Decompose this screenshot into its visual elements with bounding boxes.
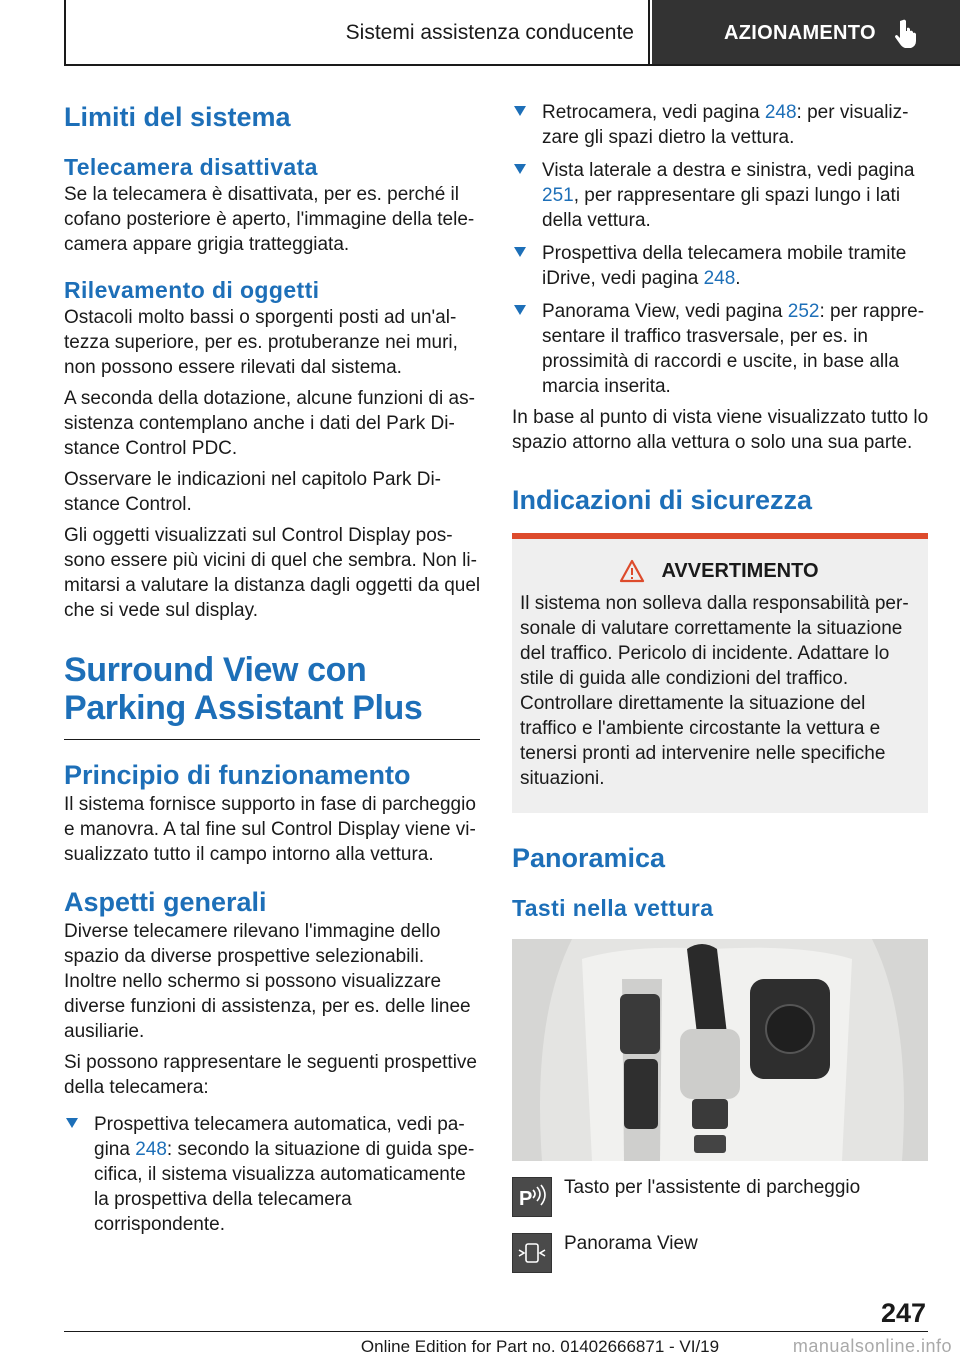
warning-box <box>512 539 928 813</box>
hand-touch-icon <box>894 18 920 48</box>
header-chapter-tab <box>652 0 960 66</box>
section-title-text: Sistemi assistenza conducente <box>345 21 634 44</box>
right-column <box>512 100 930 1273</box>
panorama-view-key-row <box>512 1233 930 1273</box>
page-link[interactable]: 251 <box>542 185 574 206</box>
page-link[interactable]: 248 <box>764 102 797 123</box>
parking-assistant-button-icon <box>512 1177 552 1217</box>
detection-heading: Rilevamento di oggetti <box>64 277 320 303</box>
bullet-triangle-icon <box>514 164 526 174</box>
safety-heading: Indicazioni di sicurezza <box>512 485 813 515</box>
center-console-illustration <box>512 939 928 1161</box>
page-link[interactable]: 248 <box>135 1139 167 1160</box>
camera-views-list <box>64 1112 482 1237</box>
warning-text: Il sistema non solleva dalla responsabilità personale di valutare correttamente la situazione del traffico. Pericolo di incidente. Adattare lo stile di guida alle condizioni del traffico. Controllare direttamente la situazione del traffico e l'ambiente circostante la vettura e tenersi pronti ad intervenire nelle specifiche situazioni. <box>520 593 909 789</box>
panorama-heading: Panoramica <box>512 843 666 873</box>
buttons-heading: Tasti nella vettura <box>512 895 714 921</box>
chapter-title-text: AZIONAMENTO <box>724 21 876 44</box>
bullet-triangle-icon <box>66 1118 78 1128</box>
bullet-triangle-icon <box>514 247 526 257</box>
warning-triangle-icon <box>619 559 645 583</box>
camera-views-list-continued <box>512 100 930 399</box>
general-heading: Aspetti generali <box>64 887 267 917</box>
detection-paragraph-4: Gli oggetti visualizzati sul Control Display possono essere più vicini di quel che sembra. Non limitarsi a valutare la distanza dagli oggetti da quel che si vede sul display. <box>64 525 481 621</box>
detection-paragraph-2: A seconda della dotazione, alcune funzioni di assistenza contemplano anche i dati del Park Distance Control PDC. <box>64 388 475 459</box>
list-item: Panorama View, vedi pagina 252: per rappresentare il traffico trasversale, per es. in prossimità di raccordi e uscite, in base alla marcia inserita. <box>512 299 930 399</box>
footer-rule <box>64 1331 928 1332</box>
camera-off-heading: Telecamera disattivata <box>64 154 318 180</box>
section-rule <box>64 739 480 740</box>
center-console-photo <box>512 939 928 1161</box>
bullet-triangle-icon <box>514 106 526 116</box>
bullet-triangle-icon <box>514 305 526 315</box>
main-section-heading: Surround View con Parking Assistant Plus <box>64 651 423 727</box>
svg-text:P: P <box>519 1188 533 1210</box>
watermark-text: manualsonline.info <box>792 1336 952 1356</box>
list-item: Prospettiva della telecamera mobile tramite iDrive, vedi pagina 248. <box>512 241 930 291</box>
header-rule <box>64 64 960 66</box>
list-item: Prospettiva telecamera automatica, vedi pagina 248: secondo la situazione di guida specifica, il sistema visualizza automaticamente la prospettiva della telecamera corrispondente. <box>64 1112 482 1237</box>
parking-assistant-key-row <box>512 1177 930 1217</box>
list-item: Retrocamera, vedi pagina 248: per visualizzare gli spazi dietro la vettura. <box>512 100 930 150</box>
warning-title: AVVERTIMENTO <box>520 559 918 583</box>
principle-text: Il sistema fornisce supporto in fase di parcheggio e manovra. A tal fine sul Control Display viene visualizzato tutto il campo intorno alla vettura. <box>64 794 476 865</box>
page-link[interactable]: 252 <box>787 301 820 322</box>
left-column <box>64 100 482 1237</box>
page-number: 247 <box>880 1298 926 1328</box>
detection-paragraph-3: Osservare le indicazioni nel capitolo Park Distance Control. <box>64 469 441 515</box>
page-link[interactable]: 248 <box>703 268 736 289</box>
header-section-title <box>64 0 650 66</box>
overview-text: In base al punto di vista viene visualizzato tutto lo spazio attorno alla vettura o solo una sua parte. <box>512 407 929 453</box>
general-paragraph-2: Si possono rappresentare le seguenti prospettive della telecamera: <box>64 1052 477 1098</box>
principle-heading: Principio di funzionamento <box>64 760 411 790</box>
parking-assistant-key-label: Tasto per l'assistente di parcheggio <box>564 1177 861 1198</box>
camera-off-text: Se la telecamera è disattivata, per es. perché il cofano posteriore è aperto, l'immagine della telecamera appare grigia tratteggiata. <box>64 184 475 255</box>
list-item: Vista laterale a destra e sinistra, vedi pagina 251, per rappresentare gli spazi lungo i lati della vettura. <box>512 158 930 233</box>
detection-paragraph-1: Ostacoli molto bassi o sporgenti posti ad un'altezza superiore, per es. protuberanze nei muri, non possono essere rilevati dal sistema. <box>64 307 458 378</box>
general-paragraph-1: Diverse telecamere rilevano l'immagine dello spazio da diverse prospettive selezionabili. Inoltre nello schermo si possono visualizzare diverse funzioni di assistenza, per es. delle linee ausiliarie. <box>64 921 471 1042</box>
edition-footer: Online Edition for Part no. 01402666871 - VI/19 <box>360 1337 720 1356</box>
limits-heading: Limiti del sistema <box>64 102 291 132</box>
panorama-view-button-icon <box>512 1233 552 1273</box>
panorama-view-key-label: Panorama View <box>564 1233 698 1254</box>
